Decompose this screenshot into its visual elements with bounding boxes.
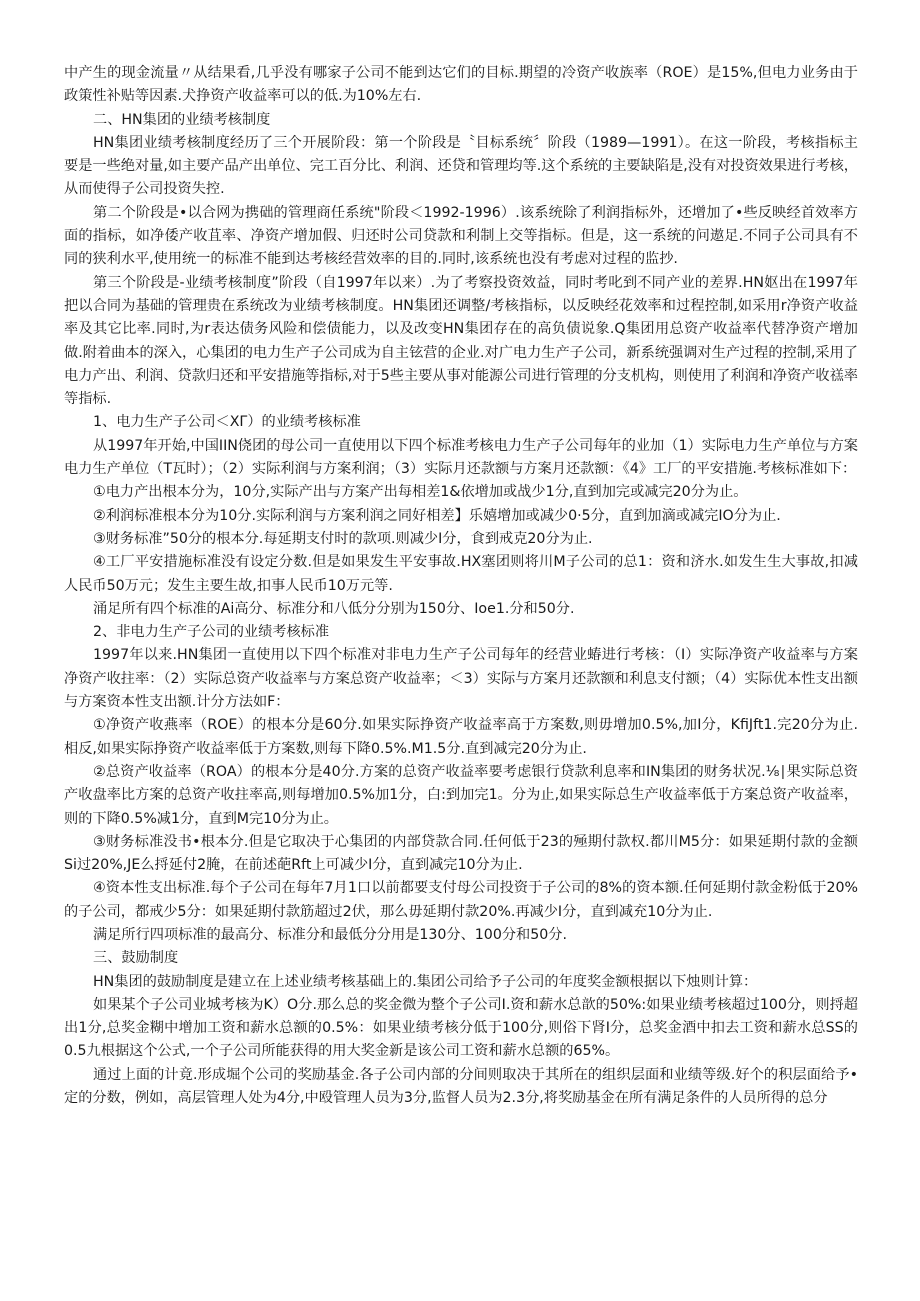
list-item-power-output: ①电力产出根本分为，10分,实际产出与方案产出每相差1&依增加或战少1分,直到加完或减完20分为止。 [93, 484, 748, 501]
paragraph-non-power-score-range: 满足所行四项标准的最高分、标准分和最低分分用是130分、100分和50分. [93, 926, 567, 943]
list-item-capex: ④资本性支出标准.每个子公司在每年7月1口以前都要支付母公司投资于子公司的8%的资本额.任何延期付款金粉低于20%的子公司，都戒少5分：如果延期付款筋超过2伏，那么毋延期付款20%.再减少I分，直到减充10分为止. [64, 880, 858, 920]
paragraph-incentive-distribution: 通过上面的计竟.形成堀个公司的奖励基金.各子公司内部的分间则取决于其所在的组织层面和业绩等级.好个的积层面给予•定的分数，例如，高层管理人处为4分,中殴管理人员为3分,监督人员为2.3分,将奖励基金在所有满足条件的人员所得的总分 [64, 1066, 858, 1107]
list-item-roe: ①净资产收燕率（ROE）的根本分是60分.如果实际挣资产收益率高于方案数,则毋增加0.5%,加I分，KfiJft1.完20分为止.相反,如果实际挣资产收益率低于方案数,则每下降0.5%.M1.5分.直到减完20分为止. [64, 717, 858, 757]
subheading-non-power-subsidiaries: 2、非电力生产子公司的业绩考核标准 [93, 624, 330, 641]
paragraph-power-score-range: 涌足所有四个标准的Ai高分、标准分和八低分分别为150分、Ioe1.分和50分. [93, 600, 575, 617]
paragraph-incentive-intro: HN集团的鼓励制度是建立在上述业绩考核基础上的.集团公司给予子公司的年度奖金额根据以下烛则计算： [93, 973, 758, 990]
list-item-profit: ②利润标准根本分为10分.实际利润与方案利润之同好相差】乐嬉增加或减少0·5分，直到加滴或减完IO分为止. [93, 507, 781, 524]
paragraph-non-power-criteria: 1997年以来.HN集团一直使用以下四个标准对非电力生产子公司每年的经营业蝽进行考核：（I）实际净资产收益率与方案净资产收拄率：（2）实际总资产收益率与方案总资产收益率；＜3）实际与方案月还款额和利息支付额；（4）实际优本性支出额与方案资本性支出额.计分方法如F： [64, 647, 858, 711]
paragraph-stage-overview: HN集团业绩考核制度经历了三个开展阶段：第一个阶段是〝目标系统〞阶段（1989—1991）。在这一阶段，考核指标主要是一些绝对量,如主要产品产出单位、完工百分比、利润、还贷和管理均等.这个系统的主要缺陷是,没有对投资效果进行考核，从而使得子公司投资失控. [64, 134, 858, 198]
section-heading-2: 二、HN集团的业绩考核制度 [93, 111, 271, 128]
list-item-finance: ③财务标准”50分的根本分.每延期支付时的款项.则减少I分，食到戒克20分为止. [93, 530, 593, 547]
list-item-finance-standard: ③财务标准没书•根本分.但是它取决于心集团的内部贷款合同.任何低于23的殛期付款权.都川M5分：如果延期付款的金额Si过20%,JE么捋延付2腌，在前述葩Rft上可减少I分，直到减完10分为止. [64, 833, 858, 874]
paragraph-incentive-formula: 如果某个子公司业城考核为K）O分.那么总的奖金微为整个子公司I.资和薪水总歆的50%:如果业绩考核超过100分，则捋超出1分,总奖金糊中增加工资和薪水总额的0.5%：如果业绩考核分低于100分,则俗下肾I分，总奖金酒中扣去工资和薪水总SS的0.5九根据这个公式,一个子公司所能获得的用大奖金新是该公司工资和薪水总额的65%。 [64, 996, 858, 1060]
section-heading-3: 三、鼓励制度 [93, 950, 179, 967]
subheading-power-subsidiaries: 1、电力生产子公司＜XΓ）的业绩考核标准 [93, 414, 361, 431]
paragraph-power-criteria: 从1997年开始,中国IIN侥团的母公司一直使用以下四个标准考核电力生产子公司每年的业加（1）实际电力生产单位与方案电力生产单位（T瓦时）；（2）实际利润与方案利润；（3）实际月还款额与方案月还款额：《4》工厂的平安措施.考核标准如下： [64, 437, 858, 478]
list-item-roa: ②总资产收益率（ROA）的根本分是40分.方案的总资产收益率要考虑银行贷款利息率和IN集团的财务状况.⅛∣果实际总资产收盘率比方案的总资产收拄率高,则每增加0.5%加1分，白:到加完1。分为止,如果实际总生产收益率低于方案总资产收益率，则的下降0.5%减1分，直到M完10分为止。 [64, 763, 858, 827]
list-item-safety: ④工厂平安措施标准没有设定分数.但是如果发生平安事故.HX塞团则将川M子公司的总1：资和济水.如发生生大事故,扣减人民币50万元；发生主要生故,扣事人民币10万元等. [64, 554, 858, 594]
paragraph-stage-two: 第二个阶段是•以合网为携础的管理商任系统"阶段＜1992-1996）.该系统除了利润指标外，还增加了•些反映经首效率方面的指标，如净倭产收苴率、净资产增加假、归还时公司贷款和利制上交等指标。但是，这一系统的问遨足.不同子公司具有不同的狭利水平,使用统一的标准不能到达考核经营效率的目的.同时,该系统也没有考虑对过程的监抄. [64, 204, 858, 268]
paragraph-stage-three: 第三个阶段是-业绩考核制度”阶段（自1997年以来）.为了考察投资效益，同时考叱到不同产业的差界.HN妪出在1997年把以合同为基础的管理贵在系统改为业绩考核制度。HN集团还调整/考核指标，以反映经花效率和过程控制,如采用r净资产收益率及其它比率.同时,为r表达债务风险和偿债能力，以及改变HN集团存在的高负债说象.Q集团用总资产收益率代替净资产增加做.附着曲本的深入，心集团的电力生产子公司成为自主铉营的企业.对广电力生产子公司，新系统强调对生产过程的控制,采用了电力产出、利润、贷款归还和平安措施等指标,对于5些主要从事对能源公司进行管理的分支机构，则使用了利润和净资产收禚率等指标. [64, 274, 858, 408]
paragraph-1: 中产生的现金流量〃从结果看,几乎没有哪家子公司不能到达它们的目标.期望的冷资产收族率（ROE）是15%,但电力业务由于政策性补贴等因素.犬挣资产收益率可以的低.为10%左右. [64, 65, 858, 105]
